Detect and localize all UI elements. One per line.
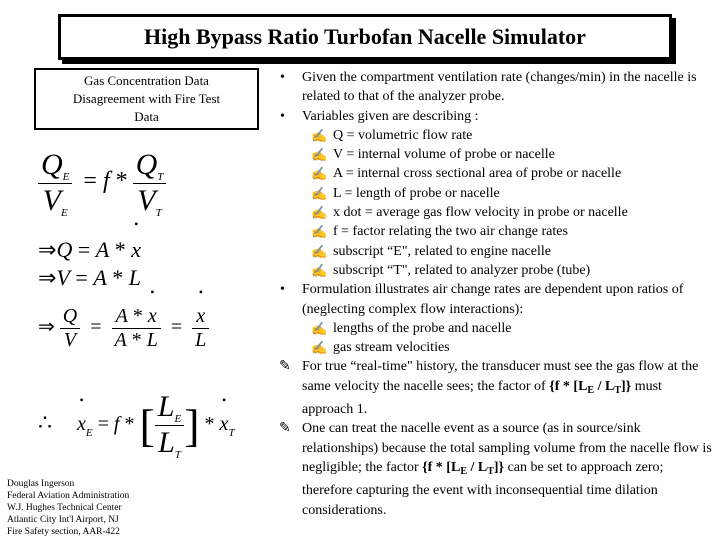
sub-item: ✍ f = factor relating the two air change rates [275, 222, 715, 241]
bullet-item: • Given the compartment ventilation rate (changes/min) in the nacelle is related to that of the analyzer probe. [280, 70, 697, 105]
pen-nib-icon: ✍ [311, 185, 328, 201]
bullet-icon: • [280, 70, 285, 85]
sub-item: ✍ lengths of the probe and nacelle [275, 319, 715, 338]
pencil-item: ✎ One can treat the nacelle event as a source (as in source/sink relationships) because the total sampling volume from the nacelle flow is negligible; the factor $\{f * [L_E / L_T]\}$ can be set to approach zero; therefore capturing the event with inconsequential time dilation considerations. [279, 421, 712, 518]
sub-item: ✍ Q = volumetric flow rate [275, 126, 715, 145]
sub-item: ✍ L = length of probe or nacelle [275, 184, 715, 203]
sub-item: ✍ V = internal volume of probe or nacelle [275, 145, 715, 164]
fraction-ax-al: $\frac{A * • x}{A * L}$ [112, 305, 161, 352]
fraction-le-lt: $\frac{L_E}{L_T}$ [155, 390, 184, 461]
pen-nib-icon: ✍ [311, 262, 328, 278]
credit-line: W.J. Hughes Technical Center [7, 503, 122, 513]
equation-4: ⇒ $\frac{Q}{V}$ = $\frac{A * • x}{A * L}$ = • $\frac{x}{L}$ [38, 305, 209, 352]
equation-3: ⇒V = A * L [38, 265, 142, 290]
equation-2: ⇒Q = A * • x [38, 237, 141, 263]
credit-line: Federal Aviation Administration [7, 491, 130, 501]
pen-nib-icon: ✍ [311, 205, 328, 221]
pencil-icon: ✎ [279, 359, 291, 375]
slide-title: High Bypass Ratio Turbofan Nacelle Simulator [144, 24, 586, 49]
fraction-x-l: • $\frac{x}{L}$ [192, 305, 209, 352]
pen-nib-icon: ✍ [311, 224, 328, 240]
pen-nib-icon: ✍ [311, 320, 328, 336]
bullet-item: • Variables given are describing : [275, 107, 715, 126]
credit-line: Douglas Ingerson [7, 479, 75, 489]
pen-nib-icon: ✍ [311, 340, 328, 356]
pencil-icon: ✎ [279, 421, 291, 437]
pen-nib-icon: ✍ [311, 243, 328, 259]
left-caption-box [34, 68, 259, 130]
credit-line: Atlantic City Int'l Airport, NJ [7, 515, 119, 525]
caption-line-1: Gas Concentration Data [84, 73, 209, 88]
author-credits [7, 478, 129, 538]
bullet-icon: • [280, 282, 285, 298]
pen-nib-icon: ✍ [311, 127, 328, 143]
implies-symbol: ⇒ [38, 237, 57, 262]
caption-line-2: Disagreement with Fire Test [72, 91, 221, 106]
fraction-q-v: $\frac{Q}{V}$ [60, 305, 80, 352]
pen-nib-icon: ✍ [311, 147, 328, 163]
sub-item: ✍ subscript “T", related to analyzer probe (tube) [275, 261, 715, 280]
bullet-item: • Formulation illustrates air change rates are dependent upon ratios of (neglecting complex flow interactions): [280, 282, 684, 317]
sub-item: ✍ A = internal cross sectional area of probe or nacelle [275, 164, 715, 183]
fraction-qe-ve: $\frac{Q_E}{V_E}$ [38, 148, 72, 219]
bullet-icon: • [280, 108, 285, 124]
equation-1: $\frac{Q_E}{V_E}$ = f * $\frac{Q_T}{V_T}$ [38, 148, 166, 219]
bullet-list [275, 68, 715, 520]
sub-item: ✍ gas stream velocities [275, 338, 715, 357]
equation-5: ∴ • $x_E = f$ * [ $\frac{L_E}{L_T}$ ] * • $x_T$ [38, 390, 235, 461]
caption-line-3: Data [134, 109, 159, 124]
implies-symbol: ⇒ [38, 265, 57, 290]
fraction-qt-vt: $\frac{Q_T}{V_T}$ [133, 148, 167, 219]
pencil-item: ✎ For true “real-time" history, the transducer must see the gas flow at the same velocity the nacelle sees; the factor of $\{f * [L_E / L_T]\}$ must approach 1. [279, 359, 699, 418]
sub-item: ✍ subscript “E", related to engine nacelle [275, 242, 715, 261]
sub-item: ✍ x dot = average gas flow velocity in probe or nacelle [275, 203, 715, 222]
pen-nib-icon: ✍ [311, 166, 328, 182]
therefore-symbol: ∴ [38, 410, 52, 436]
credit-line: Fire Safety section, AAR-422 [7, 527, 120, 537]
title-box [58, 14, 672, 60]
